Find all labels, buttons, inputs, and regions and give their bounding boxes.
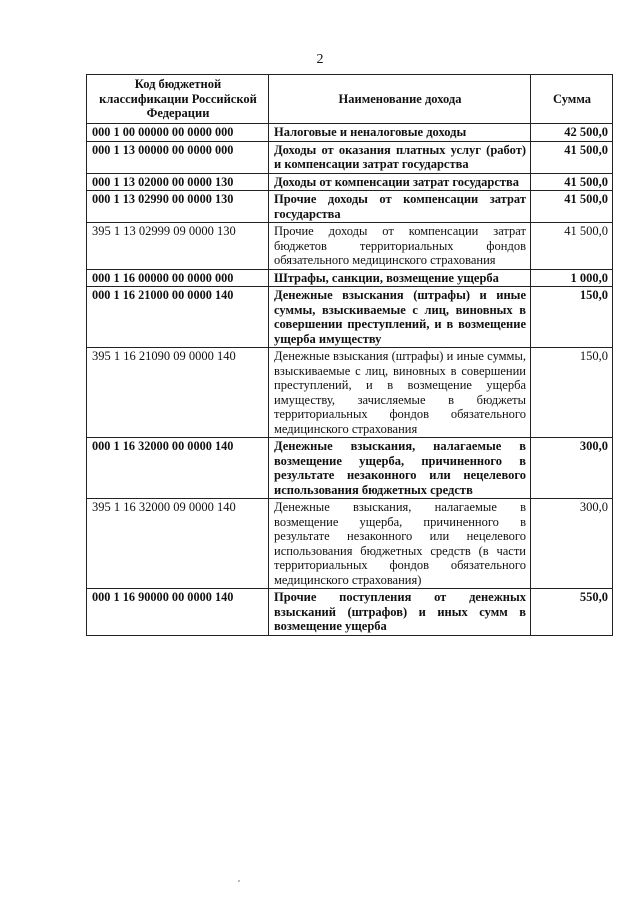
row-name: Доходы от компенсации затрат государства [269, 173, 531, 191]
header-sum: Сумма [531, 75, 613, 124]
table-row [87, 499, 613, 589]
row-code: 000 1 13 02000 00 0000 130 [87, 173, 269, 191]
row-sum: 550,0 [531, 589, 613, 636]
row-name: Денежные взыскания, налагаемые в возмещение ущерба, причиненного в результате незаконного или нецелевого использования бюджетных средств (в части территориальных фондов обязательного медицинского страхования) [269, 499, 531, 589]
table-row [87, 223, 613, 270]
row-sum: 300,0 [531, 499, 613, 589]
row-sum: 41 500,0 [531, 173, 613, 191]
row-sum: 41 500,0 [531, 191, 613, 223]
row-code: 395 1 13 02999 09 0000 130 [87, 223, 269, 270]
row-code: 000 1 13 02990 00 0000 130 [87, 191, 269, 223]
row-name: Налоговые и неналоговые доходы [269, 124, 531, 142]
row-sum: 150,0 [531, 348, 613, 438]
row-sum: 42 500,0 [531, 124, 613, 142]
row-name: Доходы от оказания платных услуг (работ) и компенсации затрат государства [269, 141, 531, 173]
row-name: Денежные взыскания (штрафы) и иные суммы, взыскиваемые с лиц, виновных в совершении преступлений, и в возмещение ущерба имуществу, зачисляемые в бюджеты территориальных фондов обязательного медицинского страхования [269, 348, 531, 438]
row-sum: 41 500,0 [531, 141, 613, 173]
table-row [87, 438, 613, 499]
page-number: 2 [316, 52, 324, 67]
row-name: Денежные взыскания (штрафы) и иные суммы, взыскиваемые с лиц, виновных в совершении преступлений, и в возмещение ущерба имуществу [269, 287, 531, 348]
row-name: Прочие доходы от компенсации затрат бюджетов территориальных фондов обязательного медицинского страхования [269, 223, 531, 270]
revenue-table [86, 74, 613, 636]
table-row [87, 124, 613, 142]
row-name: Денежные взыскания, налагаемые в возмещение ущерба, причиненного в результате незаконного или нецелевого использования бюджетных средств [269, 438, 531, 499]
header-code: Код бюджетной классификации Российской Федерации [87, 75, 269, 124]
row-name: Прочие поступления от денежных взысканий (штрафов) и иных сумм в возмещение ущерба [269, 589, 531, 636]
table-header-row [87, 75, 613, 124]
table-row [87, 191, 613, 223]
header-name: Наименование дохода [269, 75, 531, 124]
table-row [87, 348, 613, 438]
row-code: 395 1 16 32000 09 0000 140 [87, 499, 269, 589]
row-sum: 150,0 [531, 287, 613, 348]
row-code: 000 1 16 90000 00 0000 140 [87, 589, 269, 636]
row-code: 000 1 13 00000 00 0000 000 [87, 141, 269, 173]
table-row [87, 173, 613, 191]
row-sum: 300,0 [531, 438, 613, 499]
table-row [87, 141, 613, 173]
row-code: 000 1 16 32000 00 0000 140 [87, 438, 269, 499]
row-sum: 1 000,0 [531, 269, 613, 287]
scan-speck [238, 880, 240, 882]
row-code: 000 1 00 00000 00 0000 000 [87, 124, 269, 142]
table-row [87, 589, 613, 636]
row-name: Прочие доходы от компенсации затрат государства [269, 191, 531, 223]
row-code: 000 1 16 00000 00 0000 000 [87, 269, 269, 287]
row-name: Штрафы, санкции, возмещение ущерба [269, 269, 531, 287]
table-row [87, 269, 613, 287]
row-code: 000 1 16 21000 00 0000 140 [87, 287, 269, 348]
row-sum: 41 500,0 [531, 223, 613, 270]
row-code: 395 1 16 21090 09 0000 140 [87, 348, 269, 438]
table-row [87, 287, 613, 348]
